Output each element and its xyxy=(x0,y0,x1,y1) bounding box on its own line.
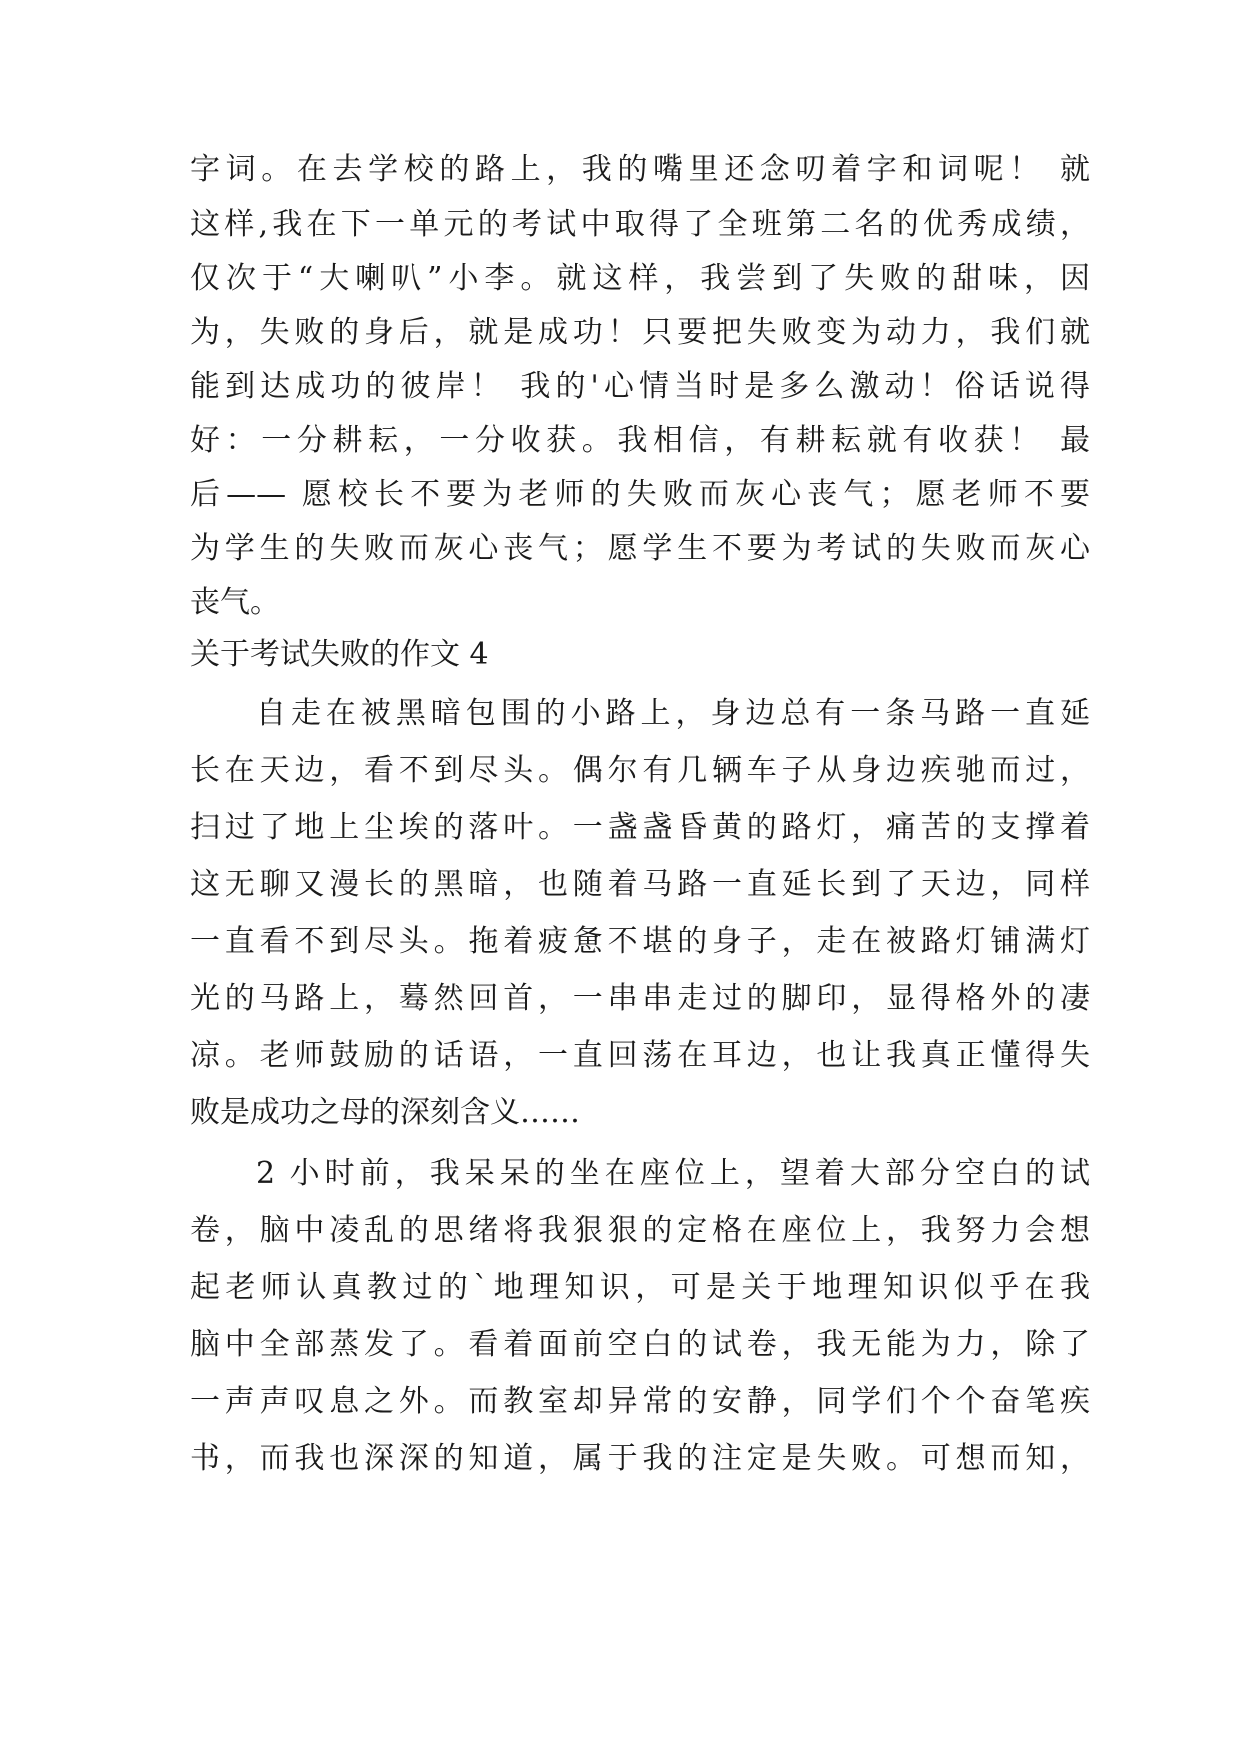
text-line: 为，失败的身后，就是成功！只要把失败变为动力，我们就 xyxy=(190,315,1090,350)
text-line: 能到达成功的彼岸！ 我的'心情当时是多么激动！俗话说得 xyxy=(190,369,1090,404)
text-line: 后—— 愿校长不要为老师的失败而灰心丧气；愿老师不要 xyxy=(190,477,1090,512)
text-line: 卷，脑中凌乱的思绪将我狠狠的定格在座位上，我努力会想 xyxy=(190,1213,1090,1248)
paragraph-first-line: 自走在被黑暗包围的小路上，身边总有一条马路一直延 xyxy=(256,696,1090,731)
text-line: 书，而我也深深的知道，属于我的注定是失败。可想而知， xyxy=(190,1441,1090,1476)
text-line: 败是成功之母的深刻含义…… xyxy=(190,1095,580,1130)
text-line: 字词。在去学校的路上，我的嘴里还念叨着字和词呢！ 就 xyxy=(190,152,1090,187)
text-line: 凉。老师鼓励的话语，一直回荡在耳边，也让我真正懂得失 xyxy=(190,1038,1090,1073)
text-line: 一直看不到尽头。拖着疲惫不堪的身子，走在被路灯铺满灯 xyxy=(190,924,1090,959)
text-line: 这无聊又漫长的黑暗，也随着马路一直延长到了天边，同样 xyxy=(190,867,1090,902)
section-heading: 关于考试失败的作文 4 xyxy=(190,637,489,672)
text-line: 好：一分耕耘，一分收获。我相信，有耕耘就有收获！ 最 xyxy=(190,423,1090,458)
paragraph-first-line: 2 小时前，我呆呆的坐在座位上，望着大部分空白的试 xyxy=(256,1156,1090,1191)
text-line: 仅次于“大喇叭”小李。就这样，我尝到了失败的甜味，因 xyxy=(190,261,1090,296)
text-line: 长在天边，看不到尽头。偶尔有几辆车子从身边疾驰而过， xyxy=(190,753,1090,788)
text-line: 光的马路上，蓦然回首，一串串走过的脚印，显得格外的凄 xyxy=(190,981,1090,1016)
text-line: 起老师认真教过的`地理知识，可是关于地理知识似乎在我 xyxy=(190,1270,1090,1305)
text-line: 脑中全部蒸发了。看着面前空白的试卷，我无能为力，除了 xyxy=(190,1327,1090,1362)
text-line: 为学生的失败而灰心丧气；愿学生不要为考试的失败而灰心 xyxy=(190,531,1090,566)
text-line: 这样,我在下一单元的考试中取得了全班第二名的优秀成绩， xyxy=(190,207,1090,242)
text-line: 一声声叹息之外。而教室却异常的安静，同学们个个奋笔疾 xyxy=(190,1384,1090,1419)
text-line: 丧气。 xyxy=(190,585,280,620)
text-line: 扫过了地上尘埃的落叶。一盏盏昏黄的路灯，痛苦的支撑着 xyxy=(190,810,1090,845)
